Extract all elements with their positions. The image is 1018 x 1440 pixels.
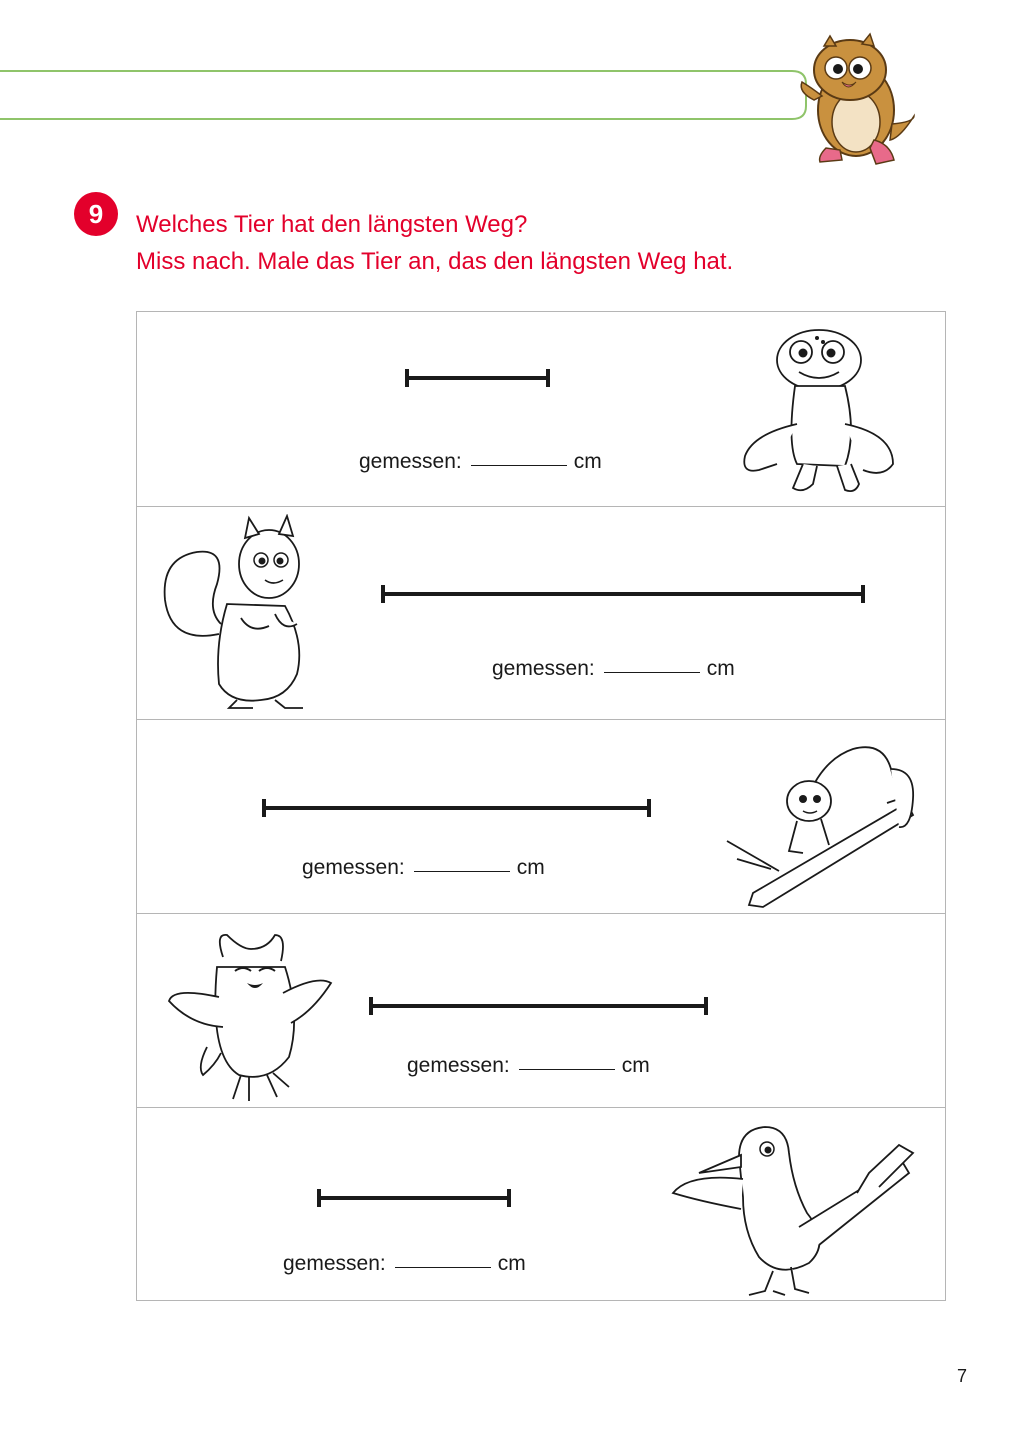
unit-label: cm — [706, 657, 735, 680]
task-question: Welches Tier hat den längsten Weg? — [136, 211, 528, 238]
answer-blank[interactable] — [604, 672, 700, 673]
measured-label: gemessen: — [359, 450, 462, 473]
answer-blank[interactable] — [395, 1267, 491, 1268]
squirrel-icon[interactable] — [157, 514, 317, 710]
owl-icon[interactable] — [163, 927, 333, 1105]
table-row — [137, 506, 945, 720]
answer-field[interactable] — [302, 856, 545, 880]
answer-field[interactable] — [359, 450, 602, 474]
task-instruction: Miss nach. Male das Tier an, das den längsten Weg hat. — [136, 248, 734, 275]
path-line — [317, 1196, 511, 1200]
frog-icon[interactable] — [733, 324, 903, 500]
path-line — [262, 806, 651, 810]
task-number-badge: 9 — [74, 192, 118, 236]
measured-label: gemessen: — [283, 1252, 386, 1275]
unit-label: cm — [621, 1054, 650, 1077]
owl-mascot-icon — [790, 30, 920, 170]
measured-label: gemessen: — [302, 856, 405, 879]
answer-field[interactable] — [407, 1054, 650, 1078]
unit-label: cm — [497, 1252, 526, 1275]
table-row — [137, 719, 945, 914]
table-row — [137, 913, 945, 1108]
table-row — [137, 312, 945, 507]
measured-label: gemessen: — [492, 657, 595, 680]
answer-blank[interactable] — [414, 871, 510, 872]
measurement-table — [136, 311, 946, 1301]
path-line — [405, 376, 550, 380]
answer-blank[interactable] — [471, 465, 567, 466]
unit-label: cm — [516, 856, 545, 879]
answer-blank[interactable] — [519, 1069, 615, 1070]
path-line — [381, 592, 865, 596]
answer-field[interactable] — [492, 657, 735, 681]
unit-label: cm — [573, 450, 602, 473]
answer-field[interactable] — [283, 1252, 526, 1276]
measured-label: gemessen: — [407, 1054, 510, 1077]
page-number: 7 — [957, 1366, 968, 1386]
path-line — [369, 1004, 708, 1008]
monkey-icon[interactable] — [723, 729, 923, 909]
magpie-icon[interactable] — [669, 1117, 919, 1299]
table-row — [137, 1107, 945, 1300]
